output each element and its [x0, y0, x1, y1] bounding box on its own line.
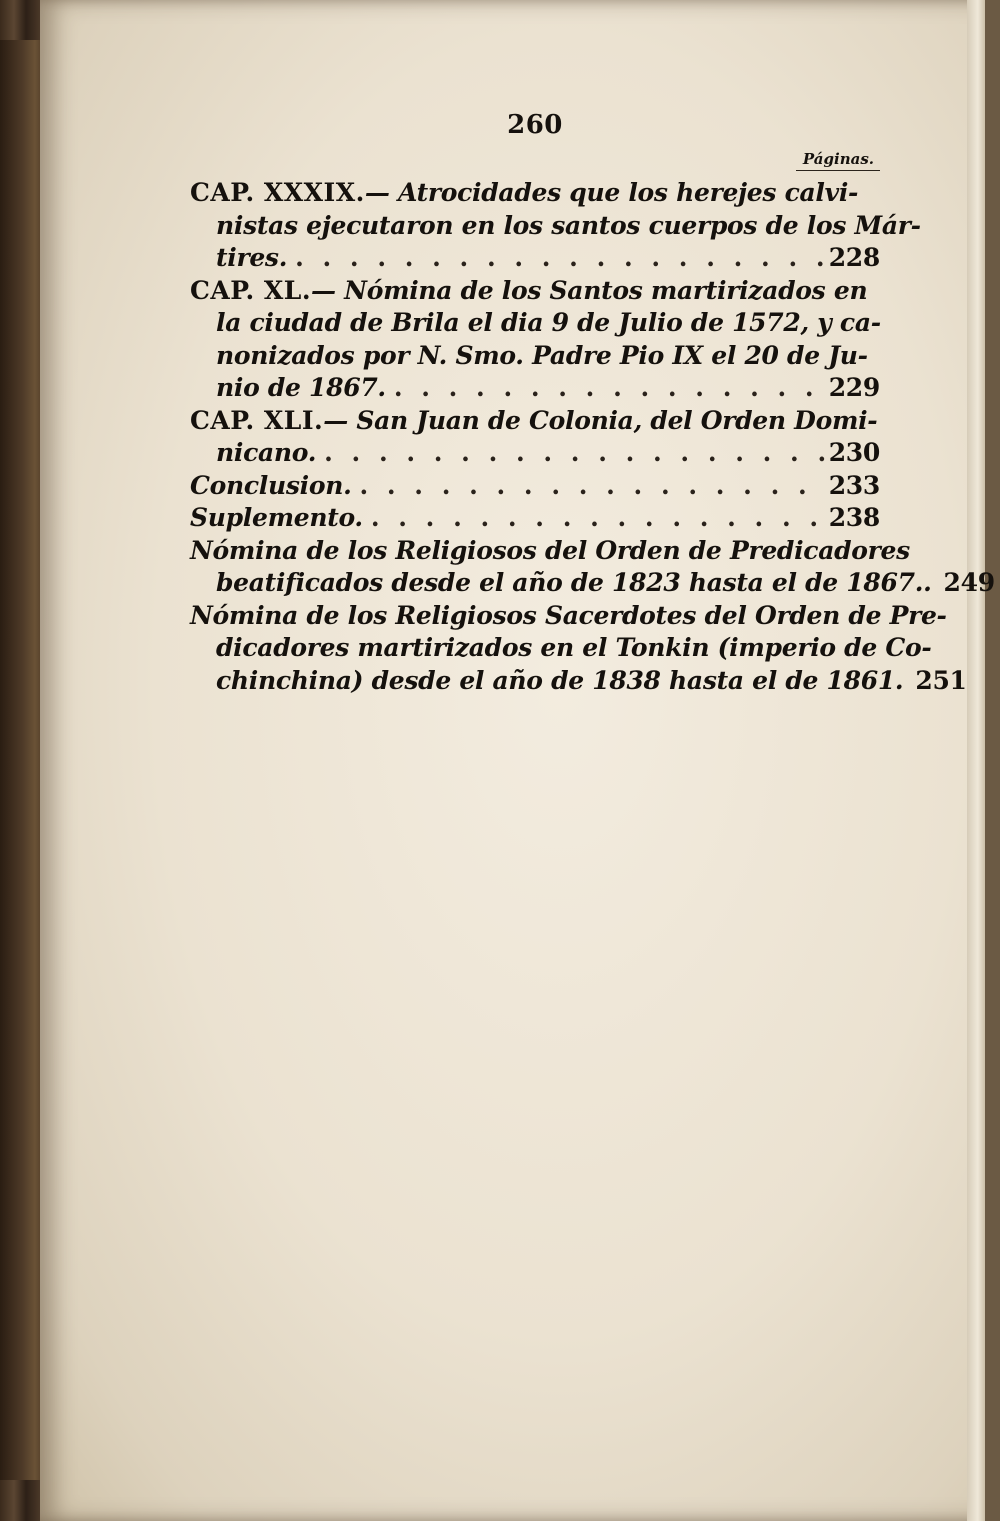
page-ref: 230 [828, 438, 880, 467]
page-number: 260 [507, 110, 563, 140]
entry-text: nio de 1867. [216, 373, 386, 402]
chapter-label: CAP. XLI. [190, 405, 324, 435]
entry-line [190, 437, 880, 470]
toc-entry [190, 275, 880, 405]
leader-dots [351, 470, 824, 503]
entry-text: beatificados desde el año de 1823 hasta el de 1867.. [216, 568, 932, 597]
entry-text: dicadores martirizados en el Tonkin (imperio de Co- [216, 633, 932, 662]
entry-text: Nómina de los Religiosos Sacerdotes del Orden de Pre- [190, 600, 947, 630]
leader-dots [932, 567, 940, 600]
entry-line [190, 210, 921, 243]
table-of-contents [190, 110, 995, 697]
entry-text: nistas ejecutaron en los santos cuerpos de los Már- [216, 210, 921, 240]
entry-line [190, 242, 880, 275]
page-ref: 229 [828, 373, 880, 402]
entry-line [190, 177, 880, 210]
entry-line [190, 632, 932, 665]
page-edge [967, 0, 985, 1521]
toc-entry [190, 177, 921, 275]
entry-text: — Nómina de los Santos martirizados en [311, 275, 868, 305]
leader-dots [386, 372, 825, 405]
page-ref: 249 [943, 568, 995, 597]
leader-dots [903, 665, 911, 698]
entry-line [190, 567, 995, 600]
entry-line [190, 470, 880, 503]
toc-entry [190, 470, 880, 503]
leader-dots [363, 502, 825, 535]
entry-text: chinchina) desde el año de 1838 hasta el de 1861. [216, 665, 904, 695]
entry-line [190, 600, 947, 633]
entry-text: — San Juan de Colonia, del Orden Domi- [323, 405, 878, 435]
leader-dots [316, 437, 825, 470]
toc-entry [190, 502, 880, 535]
toc-entry [190, 405, 880, 470]
entry-line [190, 340, 880, 373]
chapter-label: CAP. XL. [190, 275, 312, 305]
entry-line [190, 535, 910, 568]
page-ref: 238 [828, 503, 880, 532]
entry-text: tires. [216, 243, 288, 272]
chapter-label: CAP. XXXIX. [190, 178, 365, 207]
entry-line [190, 665, 967, 698]
page-ref: 251 [915, 665, 967, 695]
entry-text: nicano. [216, 438, 317, 467]
entry-line [190, 275, 880, 308]
toc-entry [190, 600, 967, 698]
entry-text: — Atrocidades que los herejes calvi- [364, 178, 859, 207]
pages-column-header: Páginas. [796, 148, 880, 171]
toc-entry [190, 535, 995, 600]
entry-line [190, 405, 880, 438]
entry-text: Conclusion. [190, 470, 352, 500]
entry-text: nonizados por N. Smo. Padre Pio IX el 20 de Ju- [216, 340, 868, 370]
entry-line [190, 307, 880, 340]
page-ref: 228 [828, 243, 880, 272]
page-ref: 233 [828, 470, 880, 500]
entry-text: Suplemento. [190, 503, 363, 532]
leader-dots [287, 242, 825, 275]
entry-text: Nómina de los Religiosos del Orden de Predicadores [190, 535, 910, 565]
entry-text: la ciudad de Brila el dia 9 de Julio de 1572, y ca- [216, 308, 881, 337]
entry-line [190, 372, 880, 405]
entry-line [190, 502, 880, 535]
